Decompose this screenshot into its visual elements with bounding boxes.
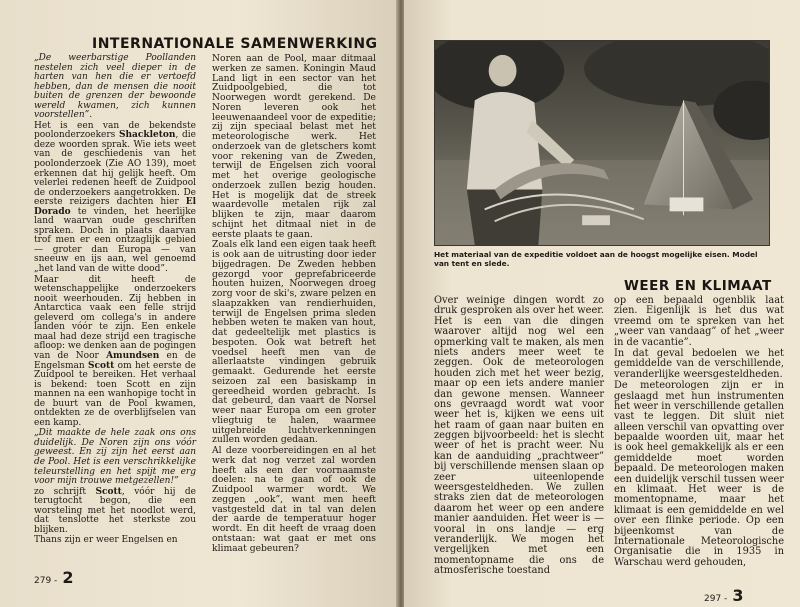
page-number-big: 2 [62, 568, 74, 587]
paragraph: „De weerbarstige Poollanden nestelen zich veel dieper in de harten van hen die er vertoefd hebben, dan de mensen die nooit buiten de grenzen der bewoonde wereld kwamen, zich kunnen voorstellen”. [34, 53, 196, 121]
paragraph: Al deze voorbereidingen en al het werk dat nog verzet zal worden heeft als een der voornaamste doelen: na te gaan of ook de Zuidpool warmer wordt. We zeggen „ook”, want men heeft vastgesteld dat in tal van delen der aarde de temperatuur hoger wordt. En dit heeft de vraag doen ontstaan: wat gaat er met ons klimaat gebeuren? [212, 445, 376, 554]
photo-caption: Het materiaal van de expeditie voldoet aan de hoogst mogelijke eisen. Model van tent en slede. [434, 250, 758, 268]
paragraph: Maar dit heeft de wetenschappelijke onderzoekers nooit weerhouden. Zij hebben in Antarctica vaak een felle strijd geleverd om collega's in andere landen vóór te zijn. Een enkele maal had deze strijd een tragische afloop: we denken aan de pogingen van de Noor Amundsen en de Engelsman Scott om het eerste de Zuidpool te bereiken. Het verhaal is bekend: toen Scott en zijn mannen na een wanhopige tocht in de buurt van de Pool kwamen, ontdekten ze de overblijfselen van een kamp. [34, 274, 197, 428]
paragraph: zo schrijft Scott, vóór hij de terugtocht begon, die een worsteling met het noodlot werd, dat tenslotte het sterkste zou blijken. [34, 486, 196, 535]
paragraph: Het is een van de bekendste poolonderzoekers Shackleton, die deze woorden sprak. Wie iets weet van de geschiedenis van het poolonderzoek (Zie AO 139), moet erkennen dat hij gelijk heeft. Om velerlei redenen heeft de Zuidpool de onderzoekers aangetrokken. De eerste reizigers dachten hier El Dorado te vinden, het heerlijke land waarvan oude geschriften spraken. Doch in plaats daarvan trof men er een ontzaglijk gebied — groter dan Europa — van sneeuw en ijs aan, wel genoemd „het land van de witte dood”. [34, 120, 196, 275]
expedition-photo [434, 40, 770, 246]
right-page [404, 0, 800, 607]
paragraph: In dat geval bedoelen we het gemiddelde van de verschillende, veranderlijke weersgesteldheden. [614, 347, 784, 380]
right-column-1 [434, 296, 604, 577]
paragraph: Over weinige dingen wordt zo druk gesproken als over het weer. Het is een van die dingen waarover altijd nog wel een opmerking valt te maken, als men niets anders meer weet te zeggen. Ook de meteorologen houden zich met het weer bezig, maar op een iets andere manier dan gewone mensen. Wanneer ons gevraagd wordt wat voor weer het is, kijken we eens uit het raam of gaan naar buiten en zeggen bijvoorbeeld: het is slecht weer of het is pracht weer. Nu kan de aanduiding „prachtweer” bij verschillende mensen slaan op zeer uiteenlopende weersgesteldheden. We zullen straks zien dat de meteorologen daarom het weer op een andere manier aanduiden. Het weer is — vooral in ons landje — erg veranderlijk. We mogen het vergelijken met een momentopname die ons de atmosferische toestand [434, 295, 604, 577]
page-number-small: 297 - [704, 594, 728, 604]
paragraph: Thans zijn er weer Engelsen en [34, 535, 178, 546]
expedition-photo-image [435, 41, 769, 245]
left-column-1 [34, 54, 196, 546]
paragraph: De meteorologen zijn er in geslaagd met hun instrumenten het weer in verschillende getallen vast te leggen. Dit sluit niet alleen verschil van opvatting over bepaalde woorden uit, maar het is ook heel gemakkelijk als er een gemiddelde moet worden bepaald. De meteorologen maken een duidelijk verschil tussen weer en klimaat. Het weer is de momentopname, maar het klimaat is een gemiddelde en wel over een flinke periode. Op een bijeenkomst van de Internationale Meteorologische Organisatie die in 1935 in Warschau werd gehouden, [614, 380, 784, 568]
page-number [34, 568, 74, 587]
page-number-big: 3 [732, 586, 744, 605]
left-page [0, 0, 398, 607]
page-title: INTERNATIONALE SAMENWERKING [92, 36, 378, 52]
paragraph: op een bepaald ogenblik laat zien. Eigenlijk is het dus wat vreemd om te spreken van het „weer van vandaag” of het „weer in de vacantie”. [614, 295, 784, 348]
page-number-small: 279 - [34, 576, 58, 586]
left-column-2 [212, 54, 376, 553]
paragraph: Zoals elk land een eigen taak heeft is ook aan de uitrusting door ieder bijgedragen. De Zweden hebben gezorgd voor geprefabriceerde houten huizen, Noorwegen droeg zorg voor de ski's, zware pelzen en slaapzakken van rendierhuiden, terwijl de Engelsen prima sleden hebben weten te maken van hout, dat gedeeltelijk met plastics is bespoten. Ook wat betreft het voedsel heeft men van de allerlaatste vindingen gebruik gemaakt. Gedurende het eerste seizoen zal een basiskamp in gereedheid worden gebracht. Is dat gebeurd, dan vaart de Norsel weer naar Europa om een groter vliegtuig te halen, waarmee uitgebreide luchtverkenningen zullen worden gedaan. [212, 239, 376, 446]
paragraph: „Dit maakte de hele zaak ons ons duidelijk. De Noren zijn ons vóór geweest. En zij zijn het eerst aan de Pool. Het is een verschrikkelijke teleurstelling en het spijt me erg voor mijn trouwe metgezellen!” [34, 428, 196, 487]
page-number [704, 586, 744, 605]
section-title: WEER EN KLIMAAT [624, 278, 772, 294]
paragraph: Noren aan de Pool, maar ditmaal werken ze samen. Koningin Maud Land ligt in een sector van het Zuidpoolgebied, die tot Noorwegen wordt gerekend. De Noren leveren ook het leeuwenaandeel voor de expeditie; zij zijn speciaal belast met het meteorologische werk. Het onderzoek van de gletschers komt voor rekening van de Zweden, terwijl de Engelsen zich vooral met het overige geologische onderzoek zullen bezig houden. Het is mogelijk dat de streek waardevolle metalen rijk zal blijken te zijn, maar daarom schijnt het ditmaal niet in de eerste plaats te gaan. [212, 53, 376, 240]
right-column-2 [614, 296, 784, 568]
